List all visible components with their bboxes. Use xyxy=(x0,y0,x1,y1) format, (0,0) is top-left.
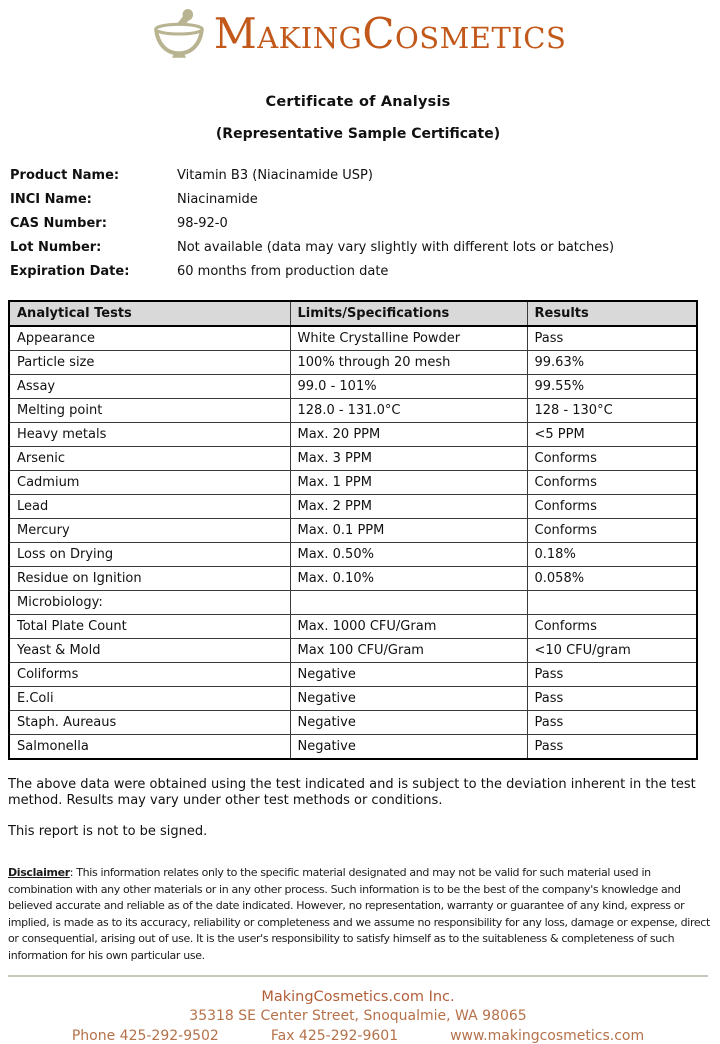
product-info-label: Lot Number: xyxy=(10,240,102,255)
cell-test: Staph. Aureaus xyxy=(9,711,290,735)
cell-test: Cadmium xyxy=(9,471,290,495)
logo-letter: M xyxy=(213,9,258,58)
results-table-body xyxy=(9,326,697,759)
cell-test: Residue on Ignition xyxy=(9,567,290,591)
cell-test: Microbiology: xyxy=(9,591,290,615)
table-row xyxy=(9,375,697,399)
cell-test: Particle size xyxy=(9,351,290,375)
table-row xyxy=(9,687,697,711)
product-info-label: Expiration Date: xyxy=(10,264,130,279)
cell-result: Conforms xyxy=(527,615,697,639)
cell-test: Salmonella xyxy=(9,735,290,760)
cell-specification: Max. 3 PPM xyxy=(290,447,527,471)
cell-test: Coliforms xyxy=(9,663,290,687)
footer-phone: Phone 425-292-9502 xyxy=(71,1028,219,1044)
product-info-row xyxy=(10,169,708,183)
cell-result: Pass xyxy=(527,687,697,711)
table-row xyxy=(9,351,697,375)
product-info-row xyxy=(10,193,708,207)
cell-result: 0.058% xyxy=(527,567,697,591)
column-header-analytical-tests: Analytical Tests xyxy=(9,301,290,326)
footer-address: 35318 SE Center Street, Snoqualmie, WA 98065 xyxy=(189,1008,527,1024)
cell-specification: 128.0 - 131.0°C xyxy=(290,399,527,423)
cell-specification: 99.0 - 101% xyxy=(290,375,527,399)
table-row xyxy=(9,663,697,687)
table-row xyxy=(9,711,697,735)
table-row xyxy=(9,399,697,423)
table-row xyxy=(9,615,697,639)
footer xyxy=(8,989,708,1044)
cell-result: 128 - 130°C xyxy=(527,399,697,423)
footer-company-name: MakingCosmetics.com Inc. xyxy=(261,989,455,1005)
product-info-row xyxy=(10,265,708,279)
product-info-row xyxy=(10,217,708,231)
product-info-value: Niacinamide xyxy=(177,192,258,207)
cell-test: Appearance xyxy=(9,326,290,351)
product-info-value: 98-92-0 xyxy=(177,216,228,231)
table-row xyxy=(9,326,697,351)
cell-specification: Negative xyxy=(290,687,527,711)
cell-test: E.Coli xyxy=(9,687,290,711)
cell-specification: Max 100 CFU/Gram xyxy=(290,639,527,663)
document-title: Certificate of Analysis xyxy=(265,94,451,110)
company-logo xyxy=(8,2,708,64)
signature-note: This report is not to be signed. xyxy=(8,824,208,839)
cell-specification: Max. 0.50% xyxy=(290,543,527,567)
cell-result: Conforms xyxy=(527,519,697,543)
method-note: The above data were obtained using the test indicated and is subject to the deviation inherent in the test method. Results may vary under other test methods or conditions. xyxy=(8,777,696,808)
column-header-results: Results xyxy=(527,301,697,326)
footer-website: www.makingcosmetics.com xyxy=(450,1028,645,1044)
cell-specification: White Crystalline Powder xyxy=(290,326,527,351)
logo-word: OSMETICS xyxy=(394,21,567,55)
disclaimer-label: Disclaimer xyxy=(8,866,70,879)
cell-test: Loss on Drying xyxy=(9,543,290,567)
table-row xyxy=(9,519,697,543)
disclaimer-text: : This information relates only to the specific material designated and may not be valid for such material used in combination with any other materials or in any other process. Such information is to be the best of the company's knowledge and believed accurate and reliable as of the date indicated. However, no representation, warranty or guarantee of any kind, express or implied, is made as to its accuracy, reliability or completeness and we assume no responsibility for any loss, damage or expense, direct or consequential, arising out of use. It is the user's responsibility to satisfy himself as to the suitableness & completeness of such information for his own particular use. xyxy=(8,866,710,962)
table-row xyxy=(9,495,697,519)
cell-test: Mercury xyxy=(9,519,290,543)
table-row xyxy=(9,543,697,567)
cell-specification: Max. 20 PPM xyxy=(290,423,527,447)
cell-specification: Negative xyxy=(290,735,527,760)
table-row xyxy=(9,591,697,615)
cell-specification: Negative xyxy=(290,711,527,735)
footer-divider xyxy=(8,975,708,977)
cell-specification: Max. 0.10% xyxy=(290,567,527,591)
table-header-row xyxy=(9,301,697,326)
table-row xyxy=(9,471,697,495)
table-row xyxy=(9,735,697,760)
product-info-label: Product Name: xyxy=(10,168,120,183)
product-info-value: Not available (data may vary slightly with different lots or batches) xyxy=(177,240,615,255)
cell-specification: 100% through 20 mesh xyxy=(290,351,527,375)
column-header-limits-specifications: Limits/Specifications xyxy=(290,301,527,326)
cell-specification: Max. 1000 CFU/Gram xyxy=(290,615,527,639)
cell-test: Arsenic xyxy=(9,447,290,471)
table-row xyxy=(9,567,697,591)
cell-result: Pass xyxy=(527,663,697,687)
cell-result xyxy=(527,591,697,615)
product-info-value: Vitamin B3 (Niacinamide USP) xyxy=(177,168,373,183)
cell-result: 0.18% xyxy=(527,543,697,567)
cell-specification: Negative xyxy=(290,663,527,687)
table-row xyxy=(9,447,697,471)
product-info-label: CAS Number: xyxy=(10,216,107,231)
company-logo-text xyxy=(213,9,567,58)
footer-contact-line xyxy=(8,1028,708,1044)
cell-result: <10 CFU/gram xyxy=(527,639,697,663)
cell-result: Conforms xyxy=(527,447,697,471)
disclaimer xyxy=(8,865,710,964)
product-info-row xyxy=(10,241,708,255)
cell-test: Lead xyxy=(9,495,290,519)
cell-test: Total Plate Count xyxy=(9,615,290,639)
logo-word: AKING xyxy=(257,21,363,55)
mortar-and-pestle-icon xyxy=(150,7,208,61)
cell-test: Melting point xyxy=(9,399,290,423)
table-row xyxy=(9,639,697,663)
cell-test: Assay xyxy=(9,375,290,399)
cell-test: Heavy metals xyxy=(9,423,290,447)
footer-fax: Fax 425-292-9601 xyxy=(270,1028,399,1044)
cell-specification: Max. 0.1 PPM xyxy=(290,519,527,543)
product-info-label: INCI Name: xyxy=(10,192,92,207)
cell-result: Pass xyxy=(527,711,697,735)
cell-result: Pass xyxy=(527,326,697,351)
table-row xyxy=(9,423,697,447)
analytical-tests-table xyxy=(8,300,698,760)
cell-result: Conforms xyxy=(527,495,697,519)
cell-result: 99.63% xyxy=(527,351,697,375)
cell-result: Pass xyxy=(527,735,697,760)
cell-result: Conforms xyxy=(527,471,697,495)
product-info-value: 60 months from production date xyxy=(177,264,389,279)
product-info xyxy=(8,169,708,279)
cell-result: <5 PPM xyxy=(527,423,697,447)
logo-letter: C xyxy=(362,9,395,58)
document-subtitle: (Representative Sample Certificate) xyxy=(215,126,501,142)
cell-specification xyxy=(290,591,527,615)
cell-specification: Max. 2 PPM xyxy=(290,495,527,519)
cell-specification: Max. 1 PPM xyxy=(290,471,527,495)
cell-result: 99.55% xyxy=(527,375,697,399)
cell-test: Yeast & Mold xyxy=(9,639,290,663)
